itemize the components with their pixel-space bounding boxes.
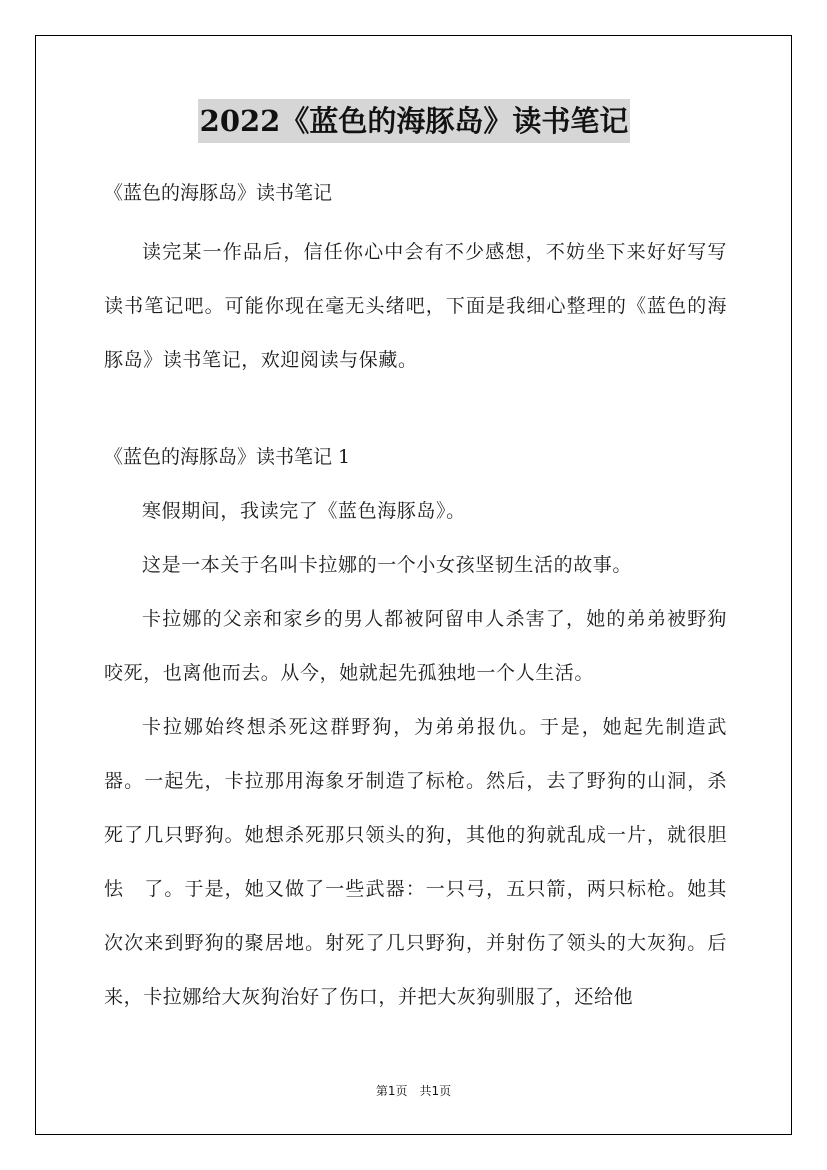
body-paragraph-3: 卡拉娜的父亲和家乡的男人都被阿留申人杀害了，她的弟弟被野狗咬死，也离他而去。从今，她就起先孤独地一个人生活。: [104, 608, 727, 684]
intro-heading: 《蓝色的海豚岛》读书笔记: [104, 182, 333, 204]
body-paragraph-2: 这是一本关于名叫卡拉娜的一个小女孩坚韧生活的故事。: [142, 554, 633, 576]
intro-paragraph: 读完某一作品后，信任你心中会有不少感想，不妨坐下来好好写写读书笔记吧。可能你现在毫无头绪吧，下面是我细心整理的《蓝色的海豚岛》读书笔记，欢迎阅读与保藏。: [104, 241, 727, 371]
body-paragraph-1: 寒假期间，我读完了《蓝色海豚岛》。: [142, 500, 466, 522]
page-number-footer: 第1页 共1页: [375, 1084, 452, 1098]
section1-heading: 《蓝色的海豚岛》读书笔记 1: [104, 446, 351, 468]
section-spacer: [104, 387, 727, 439]
document-body: [104, 175, 727, 1024]
body-paragraph-4: 卡拉娜始终想杀死这群野狗，为弟弟报仇。于是，她起先制造武器。一起先，卡拉那用海象牙制造了标枪。然后，去了野狗的山洞，杀死了几只野狗。她想杀死那只领头的狗，其他的狗就乱成一片，就很胆怯 了。于是，她又做了一些武器：一只弓，五只箭，两只标枪。她其次次来到野狗的聚居地。射死了几只野狗，并射伤了领头的大灰狗。后来，卡拉娜给大灰狗治好了伤口，并把大灰狗驯服了，还给他: [104, 716, 727, 1008]
document-title: 2022《蓝色的海豚岛》读书笔记: [198, 99, 630, 143]
